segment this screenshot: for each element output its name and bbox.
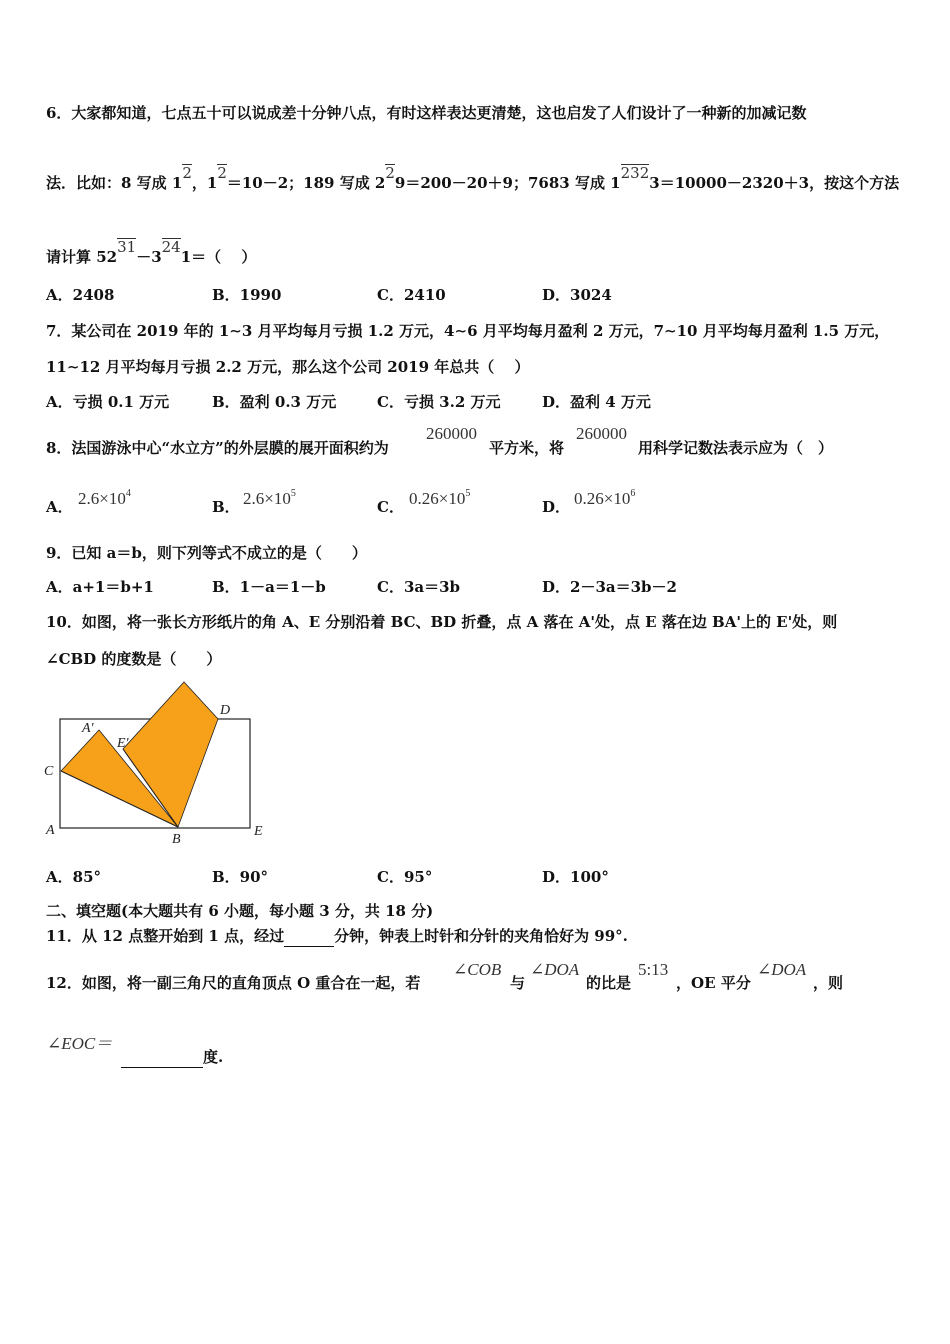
q6-line2 — [46, 164, 899, 193]
q10-option-c: C．95° — [377, 868, 433, 886]
q6-option-c: C．2410 — [377, 286, 446, 304]
q11-text: 11．从 12 点整开始到 1 点，经过 — [46, 927, 285, 945]
q7-line1: 7．某公司在 2019 年的 1∼3 月平均每月亏损 1.2 万元，4∼6 月平均每月盈利 2 万元，7∼10 月平均每月盈利 1.5 万元， — [46, 322, 890, 340]
q10-option-a: A．85° — [46, 868, 102, 886]
q8-text-3: 用科学记数法表示应为（ ） — [638, 439, 834, 457]
q11-text: 分钟，钟表上时针和分针的夹角恰好为 99°. — [334, 927, 628, 945]
q12-text-ratio: 的比是 — [586, 974, 632, 992]
q9-option-a: A．a+1＝b+1 — [46, 578, 154, 596]
q6-text: 1＝（ ） — [180, 248, 257, 266]
q6-line3 — [46, 238, 256, 267]
q8-option-b-value: $2.6\times 10^5$ — [243, 488, 296, 508]
q8-line1: 8．法国游泳中心“水立方”的外层膜的展开面积约为 — [46, 439, 389, 457]
q9-line1: 9．已知 a＝b，则下列等式不成立的是（ ） — [46, 544, 367, 562]
q6-option-b: B．1990 — [212, 286, 282, 304]
overline-digit: 31 — [117, 238, 137, 256]
q6-text: ＝10－2；189 写成 2 — [226, 174, 386, 192]
q9-option-d: D．2－3a＝3b－2 — [542, 578, 677, 596]
q8-option-d-value: $0.26\times 10^6$ — [574, 488, 636, 508]
q12-angle-doa: ∠DOA — [530, 960, 580, 979]
q12-text-with: 与 — [510, 974, 526, 992]
overline-digit: 2 — [217, 164, 227, 182]
overline-digit: 2 — [182, 164, 192, 182]
q6-text: 9＝200－20＋9；7683 写成 1 — [394, 174, 621, 192]
q6-text: 请计算 52 — [46, 248, 118, 266]
q12-answer-line — [121, 1047, 223, 1068]
q7-option-c: C．亏损 3.2 万元 — [377, 393, 501, 411]
q7-option-a: A．亏损 0.1 万元 — [46, 393, 170, 411]
answer-blank[interactable] — [121, 1047, 203, 1068]
q12-text-bisect: ，OE 平分 — [676, 974, 751, 992]
q8-option-a-value: $2.6\times 10^4$ — [78, 488, 131, 508]
q9-option-b: B．1－a＝1－b — [212, 578, 326, 596]
q12-text-degree: 度. — [203, 1048, 224, 1066]
q12-line1-text: 12．如图，将一副三角尺的直角顶点 O 重合在一起，若 — [46, 974, 421, 992]
q6-text: －3 — [136, 248, 162, 266]
q7-option-d: D．盈利 4 万元 — [542, 393, 651, 411]
q12-angle-eoc: ∠EOC＝ — [47, 1034, 113, 1053]
q8-option-a-label: A． — [46, 498, 73, 516]
q12-text-then: ，则 — [813, 974, 844, 992]
q12-angle-cob: ∠COB — [453, 960, 502, 979]
q10-line1: 10．如图，将一张长方形纸片的角 A、E 分别沿着 BC、BD 折叠，点 A 落在 A'处，点 E 落在边 BA'上的 E'处，则 — [46, 613, 838, 631]
overline-digit: 232 — [620, 164, 650, 182]
q8-text-2: 平方米，将 — [489, 439, 565, 457]
q8-number-2: 260000 — [576, 424, 627, 443]
q6-option-d: D．3024 — [542, 286, 612, 304]
folding-figure — [42, 672, 282, 852]
q9-option-c: C．3a＝3b — [377, 578, 461, 596]
label-d: D — [220, 703, 231, 718]
q6-line1: 6．大家都知道，七点五十可以说成差十分钟八点，有时这样表达更清楚，这也启发了人们设计了一种新的加减记数 — [46, 104, 807, 122]
label-e-prime: E' — [117, 736, 129, 751]
label-b: B — [172, 832, 181, 847]
label-e: E — [254, 824, 263, 839]
q10-option-b: B．90° — [212, 868, 269, 886]
q11-line — [46, 926, 628, 947]
q12-angle-doa-2: ∠DOA — [757, 960, 807, 979]
label-a: A — [46, 823, 55, 838]
q10-line2: ∠CBD 的度数是（ ） — [46, 650, 222, 668]
q6-option-a: A．2408 — [46, 286, 115, 304]
q8-option-d-label: D． — [542, 498, 571, 516]
answer-blank[interactable] — [284, 926, 334, 947]
q7-option-b: B．盈利 0.3 万元 — [212, 393, 337, 411]
q6-text: ，1 — [191, 174, 218, 192]
section-2-heading: 二、填空题(本大题共有 6 小题，每小题 3 分，共 18 分) — [46, 902, 434, 920]
q8-number-1: 260000 — [426, 424, 477, 443]
q8-option-b-label: B． — [212, 498, 240, 516]
overline-digit: 24 — [161, 238, 181, 256]
q6-text: 法．比如：8 写成 1 — [46, 174, 183, 192]
overline-digit: 2 — [385, 164, 395, 182]
q8-option-c-label: C． — [377, 498, 404, 516]
label-c: C — [44, 764, 54, 779]
q6-text: 3＝10000－2320＋3，按这个方法 — [649, 174, 900, 192]
label-a-prime: A' — [82, 721, 94, 736]
q10-option-d: D．100° — [542, 868, 609, 886]
q12-ratio-value: 5:13 — [638, 960, 669, 979]
q7-line2: 11∼12 月平均每月亏损 2.2 万元，那么这个公司 2019 年总共（ ） — [46, 358, 530, 376]
q8-option-c-value: $0.26\times 10^5$ — [409, 488, 471, 508]
